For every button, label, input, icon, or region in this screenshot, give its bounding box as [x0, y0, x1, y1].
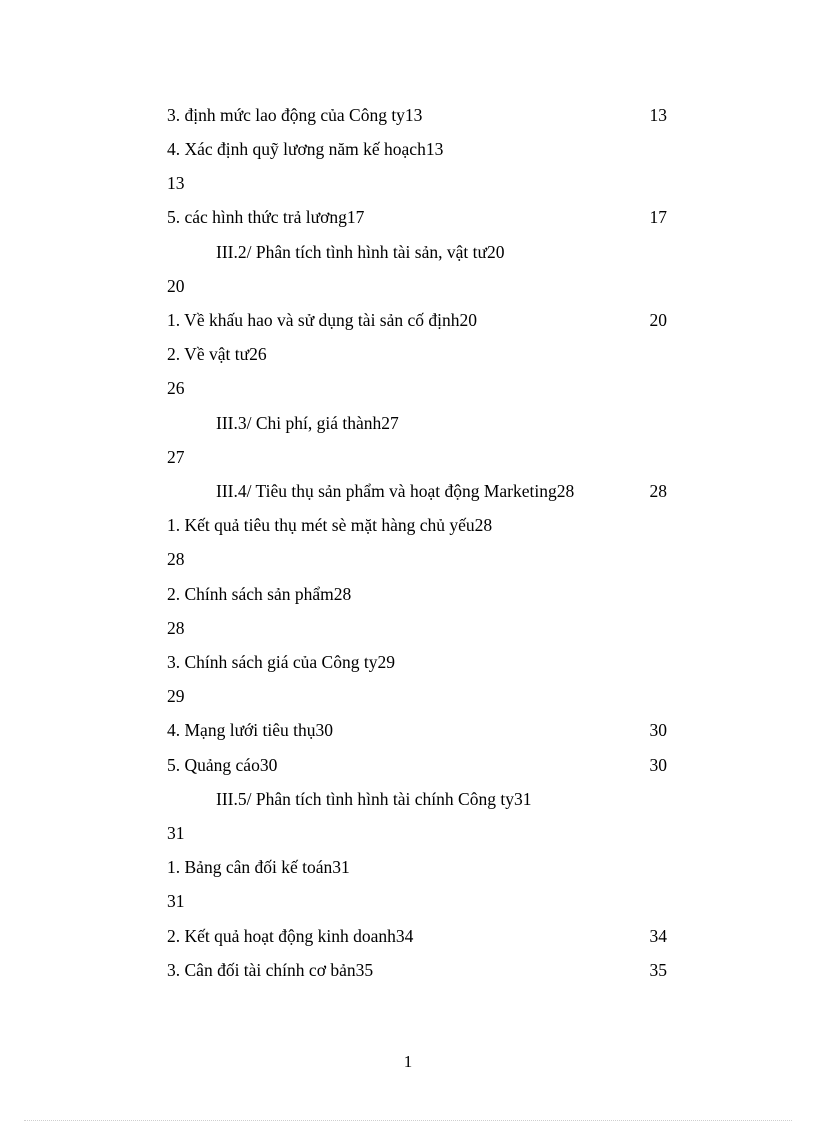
- toc-entry-page: 20: [649, 310, 667, 330]
- toc-entry-text: 4. Mạng lưới tiêu thụ30: [167, 720, 334, 740]
- toc-entry-text: 3. định mức lao động của Công ty13: [167, 105, 423, 125]
- toc-entry-text: 28: [167, 549, 185, 569]
- toc-entry-text: 26: [167, 378, 185, 398]
- toc-entry-text: III.4/ Tiêu thụ sản phẩm và hoạt động Marketing28: [216, 481, 575, 501]
- toc-entry-text: 3. Cân đối tài chính cơ bản35: [167, 960, 374, 980]
- toc-entry-page: 30: [649, 720, 667, 740]
- toc-section-entry: [167, 481, 667, 501]
- toc-entry-page: 28: [649, 481, 667, 501]
- toc-entry-text: III.5/ Phân tích tình hình tài chính Công ty31: [216, 789, 532, 809]
- toc-entry: [167, 652, 667, 672]
- toc-entry: [167, 310, 667, 330]
- page-bottom-divider: [24, 1120, 792, 1121]
- toc-entry: [167, 618, 667, 638]
- toc-entry-text: 20: [167, 276, 185, 296]
- toc-entry: [167, 276, 667, 296]
- toc-section-entry: [167, 413, 667, 433]
- toc-entry-page: 13: [649, 105, 667, 125]
- toc-entry: [167, 857, 667, 877]
- toc-section-entry: [167, 242, 667, 262]
- toc-entry-text: 28: [167, 618, 185, 638]
- toc-entry: [167, 720, 667, 740]
- toc-entry: [167, 549, 667, 569]
- toc-entry: [167, 823, 667, 843]
- toc-entry-text: 2. Kết quả hoạt động kinh doanh34: [167, 926, 414, 946]
- toc-entry-text: 5. các hình thức trả lương17: [167, 207, 365, 227]
- toc-entry-text: 1. Kết quả tiêu thụ mét sè mặt hàng chủ yếu28: [167, 515, 493, 535]
- toc-entry: [167, 378, 667, 398]
- toc-entry: [167, 447, 667, 467]
- toc-entry-text: 2. Về vật tư26: [167, 344, 267, 364]
- toc-section-entry: [167, 789, 667, 809]
- toc-entry: [167, 207, 667, 227]
- toc-entry: [167, 686, 667, 706]
- toc-entry-page: 30: [649, 755, 667, 775]
- toc-entry: [167, 926, 667, 946]
- toc-entry-text: 31: [167, 823, 185, 843]
- toc-entry: [167, 755, 667, 775]
- toc-entry-text: 3. Chính sách giá của Công ty29: [167, 652, 395, 672]
- toc-entry-page: 34: [649, 926, 667, 946]
- page-number: 1: [403, 1052, 413, 1071]
- toc-entry: [167, 960, 667, 980]
- toc-entry: [167, 344, 667, 364]
- toc-entry-text: 31: [167, 891, 185, 911]
- toc-entry-text: III.2/ Phân tích tình hình tài sản, vật tư20: [216, 242, 505, 262]
- toc-entry: [167, 584, 667, 604]
- toc-entry-page: 35: [649, 960, 667, 980]
- toc-entry-text: 1. Về khấu hao và sử dụng tài sản cố định20: [167, 310, 478, 330]
- toc-entry: [167, 891, 667, 911]
- toc-entry: [167, 105, 667, 125]
- toc-entry-text: 2. Chính sách sản phẩm28: [167, 584, 352, 604]
- toc-entry-page: 17: [649, 207, 667, 227]
- toc-entry: [167, 515, 667, 535]
- toc-entry: [167, 139, 667, 159]
- toc-entry-text: 5. Quảng cáo30: [167, 755, 278, 775]
- toc-entry-text: 13: [167, 173, 185, 193]
- toc-entry: [167, 173, 667, 193]
- toc-entry-text: 1. Bảng cân đối kế toán31: [167, 857, 350, 877]
- toc-entry-text: 4. Xác định quỹ lương năm kế hoạch13: [167, 139, 444, 159]
- toc-entry-text: III.3/ Chi phí, giá thành27: [216, 413, 399, 433]
- toc-entry-text: 29: [167, 686, 185, 706]
- toc-entry-text: 27: [167, 447, 185, 467]
